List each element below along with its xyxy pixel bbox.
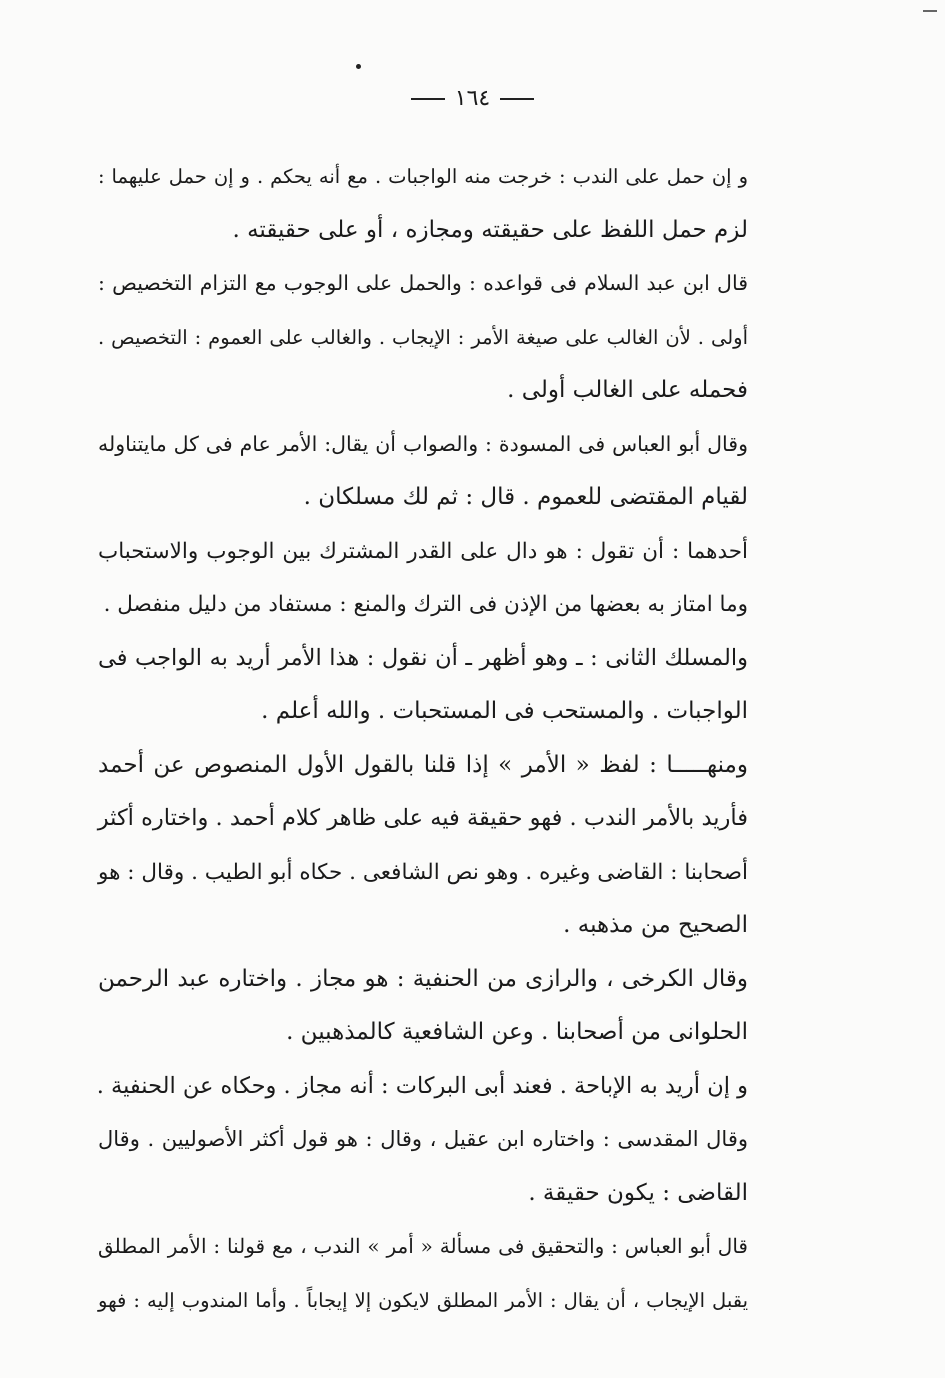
text-line: لزم حمل اللفظ على حقيقته ومجازه ، أو على حقيقته . xyxy=(232,216,748,243)
text-line: و إن حمل على الندب : خرجت منه الواجبات . مع أنه يحكم . و إن حمل عليهما : xyxy=(98,165,748,188)
text-line: أحدهما : أن تقول : هو دال على القدر المشترك بين الوجوب والاستحباب xyxy=(98,538,748,564)
ink-dot xyxy=(356,64,361,69)
text-line: وقال أبو العباس فى المسودة : والصواب أن يقال: الأمر عام فى كل مايتناوله xyxy=(98,431,748,456)
text-line: و إن أريد به الإباحة . فعند أبى البركات : أنه مجاز . وحكاه عن الحنفية . xyxy=(96,1072,748,1099)
text-line: أصحابنا : القاضى وغيره . وهو نص الشافعى . حكاه أبو الطيب . وقال : هو xyxy=(98,859,748,885)
text-line: الواجبات . والمستحب فى المستحبات . والله أعلم . xyxy=(261,698,748,724)
page-number-value: ١٦٤ xyxy=(454,86,491,111)
body-text xyxy=(98,150,748,1327)
text-line: فحمله على الغالب أولى . xyxy=(507,377,748,403)
text-line: وقال الكرخى ، والرازى من الحنفية : هو مجاز . واختاره عبد الرحمن xyxy=(98,965,748,992)
text-line: لقيام المقتضى للعموم . قال : ثم لك مسلكان . xyxy=(303,484,748,510)
text-line: فأريد بالأمر الندب . فهو حقيقة فيه على ظاهر كلام أحمد . واختاره أكثر xyxy=(97,805,748,831)
text-line: قال ابن عبد السلام فى قواعده : والحمل على الوجوب مع التزام التخصيص : xyxy=(98,271,748,295)
page-number-dash-left xyxy=(411,98,445,100)
scan-corner-mark xyxy=(923,10,937,12)
text-line: الحلوانى من أصحابنا . وعن الشافعية كالمذهبين . xyxy=(286,1019,748,1045)
page-number-dash-right xyxy=(500,98,534,100)
text-line: القاضى : يكون حقيقة . xyxy=(528,1179,748,1206)
text-line: وما امتاز به بعضها من الإذن فى الترك والمنع : مستفاد من دليل منفصل . xyxy=(103,592,748,617)
text-line: يقبل الإيجاب ، أن يقال : الأمر المطلق لايكون إلا إيجاباً . وأما المندوب إليه : فهو xyxy=(98,1288,748,1312)
text-line: ومنهـــــا : لفظ « الأمر » إذا قلنا بالقول الأول المنصوص عن أحمد xyxy=(98,751,748,778)
text-line: الصحيح من مذهبه . xyxy=(563,912,748,938)
text-line: والمسلك الثانى : ـ وهو أظهر ـ أن نقول : هذا الأمر أريد به الواجب فى xyxy=(98,644,748,671)
page-number xyxy=(0,86,945,111)
text-line: وقال المقدسى : واختاره ابن عقيل ، وقال : هو قول أكثر الأصوليين . وقال xyxy=(98,1127,748,1151)
text-line: أولى . لأن الغالب على صيغة الأمر : الإيجاب . والغالب على العموم : التخصيص . xyxy=(98,325,748,349)
text-line: قال أبو العباس : والتحقيق فى مسألة « أمر » الندب ، مع قولنا : الأمر المطلق xyxy=(98,1234,748,1258)
